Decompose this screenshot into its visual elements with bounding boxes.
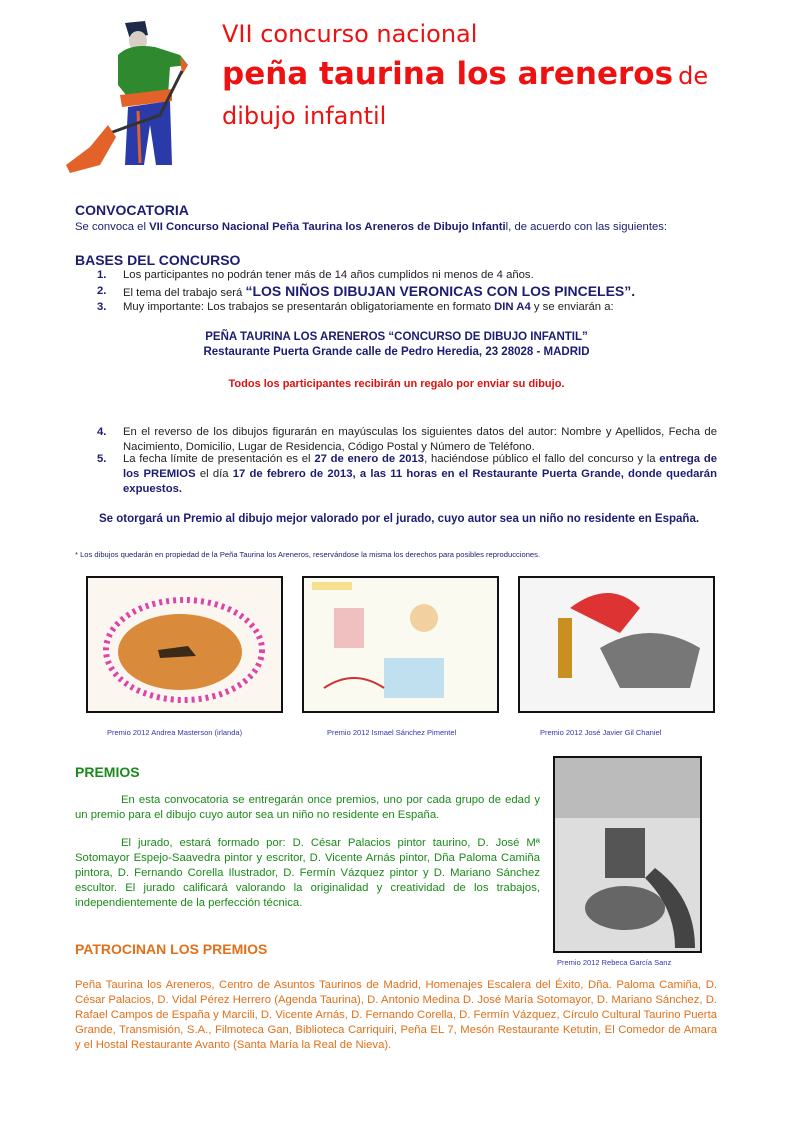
bases-item-2: [97, 284, 717, 299]
item-text-pre: Muy importante: Los trabajos se presentarán obligatoriamente en formato: [123, 301, 495, 313]
bases-item-3: [97, 300, 717, 315]
bases-item-1: [97, 268, 717, 283]
footnote: * Los dibujos quedarán en propiedad de la Peña Taurina los Areneros, reservándose la misma los derechos para posibles reproducciones.: [75, 550, 541, 559]
title-tail: de: [678, 62, 709, 90]
item-text: En el reverso de los dibujos figurarán en mayúsculas los siguientes datos del autor: Nombre y Apellidos, Fecha de Nacimiento, Domicilio, Lugar de Residencia, Código Postal y Número de Teléfono.: [123, 426, 717, 453]
drawing-bull-ring: [86, 576, 283, 713]
item-text-part: el día: [195, 468, 233, 480]
gift-note: Todos los participantes recibirán un regalo por enviar su dibujo.: [228, 378, 565, 390]
item-text: [123, 452, 717, 497]
caption-3: Premio 2012 José Javier Gil Chaniel: [540, 728, 662, 737]
item-number: 1.: [97, 269, 107, 281]
item-text: [123, 300, 717, 315]
drawing-festival-scene: [302, 576, 499, 713]
drawing-matador-bull: [518, 576, 715, 713]
convocatoria-heading: CONVOCATORIA: [75, 202, 189, 218]
address-line-1: PEÑA TAURINA LOS ARENEROS “CONCURSO DE DIBUJO INFANTIL”: [205, 331, 588, 343]
caption-2: Premio 2012 Ismael Sánchez Pimentel: [327, 728, 457, 737]
address-line-2: Restaurante Puerta Grande calle de Pedro Heredia, 23 28028 - MADRID: [203, 346, 590, 358]
premios-heading: PREMIOS: [75, 764, 140, 780]
bases-item-4: [97, 425, 717, 453]
item-number: 5.: [97, 453, 107, 465]
patrocinan-text: Peña Taurina los Areneros, Centro de Asuntos Taurinos de Madrid, Homenajes Escalera del Éxito, Dña. Paloma Camiña, D. César Palacios, D. Vidal Pérez Herrero (Agenda Taurina), D. Antonio Medina D. José María Sotomayor, D. Mariano Sánchez, D. Rafael Campos de España y Marcili, D. Vicente Arnás, D. Fernando Corella, D. Fermín Vázquez, Círculo Cultural Taurino Puerta Grande, Transmisión, S.A., Filmoteca Gan, Biblioteca Carriquiri, Peña EL 7, Mesón Restaurante Ketutin, El Comedor de Amara y el Hostal Restaurante Avanto (Santa María la Real de Nieva).: [75, 979, 717, 1051]
item-number: 2.: [97, 285, 107, 297]
item-number: 3.: [97, 301, 107, 313]
item-text: [123, 284, 717, 301]
title-main: peña taurina los areneros: [222, 56, 674, 92]
convocatoria-bold: VII Concurso Nacional Peña Taurina los Areneros de Dibujo Infanti: [149, 221, 506, 233]
patrocinan-heading: PATROCINAN LOS PREMIOS: [75, 941, 268, 957]
caption-4: Premio 2012 Rebeca García Sanz: [557, 958, 672, 967]
item-text-pre: El tema del trabajo será: [123, 287, 246, 299]
premios-paragraph-2: El jurado, estará formado por: D. César Palacios pintor taurino, D. José Mª Sotomayor Espejo-Saavedra pintor y escritor, D. Vicente Arnás pintor, Dña Paloma Camiña pintora, D. Fernando Corella Ilustrador, D. Fermín Vázquez pintor y D. Mariano Sánchez escultor. El jurado calificará valorando la originalidad y creatividad de los trabajos, independientemente de la perfección técnica.: [75, 837, 540, 909]
item-text-theme: “LOS NIÑOS DIBUJAN VERONICAS CON LOS PINCELES”.: [245, 283, 636, 299]
item-number: 4.: [97, 426, 107, 438]
logo-areneros-figure: [60, 15, 210, 175]
drawing-pencil-bullfight: [553, 756, 702, 953]
foreign-prize-note: Se otorgará un Premio al dibujo mejor valorado por el jurado, cuyo autor sea un niño no residente en España.: [99, 513, 700, 525]
premios-paragraph-1: En esta convocatoria se entregarán once premios, uno por cada grupo de edad y un premio para el dibujo cuyo autor sea un niño no residente en España.: [75, 794, 540, 821]
convocatoria-pre: Se convoca el: [75, 221, 150, 233]
caption-1: Premio 2012 Andrea Masterson (irlanda): [107, 728, 243, 737]
item-text-part: La fecha límite de presentación es el: [123, 453, 315, 465]
bases-heading: BASES DEL CONCURSO: [75, 252, 241, 268]
deadline-date: 27 de enero de 2013: [314, 453, 425, 465]
title-line-2: [222, 56, 708, 92]
award-date: 17 de febrero de 2013, a las 11 horas en el Restaurante Puerta Grande, donde quedarán expuestos.: [123, 468, 717, 495]
title-line-3: dibujo infantil: [222, 102, 387, 130]
title-line-1: VII concurso nacional: [222, 20, 478, 48]
item-text: Los participantes no podrán tener más de 14 años cumplidos ni menos de 4 años.: [123, 269, 534, 281]
convocatoria-text: [75, 220, 667, 235]
item-text-bold: entrega de los PREMIOS: [123, 453, 718, 480]
item-text-post: y se enviarán a:: [530, 301, 614, 313]
bases-item-5: [97, 452, 718, 495]
item-text-part: , haciéndose público el fallo del concurso y la: [424, 453, 660, 465]
item-text-format: DIN A4: [494, 301, 531, 313]
convocatoria-post: l, de acuerdo con las siguientes:: [505, 221, 668, 233]
